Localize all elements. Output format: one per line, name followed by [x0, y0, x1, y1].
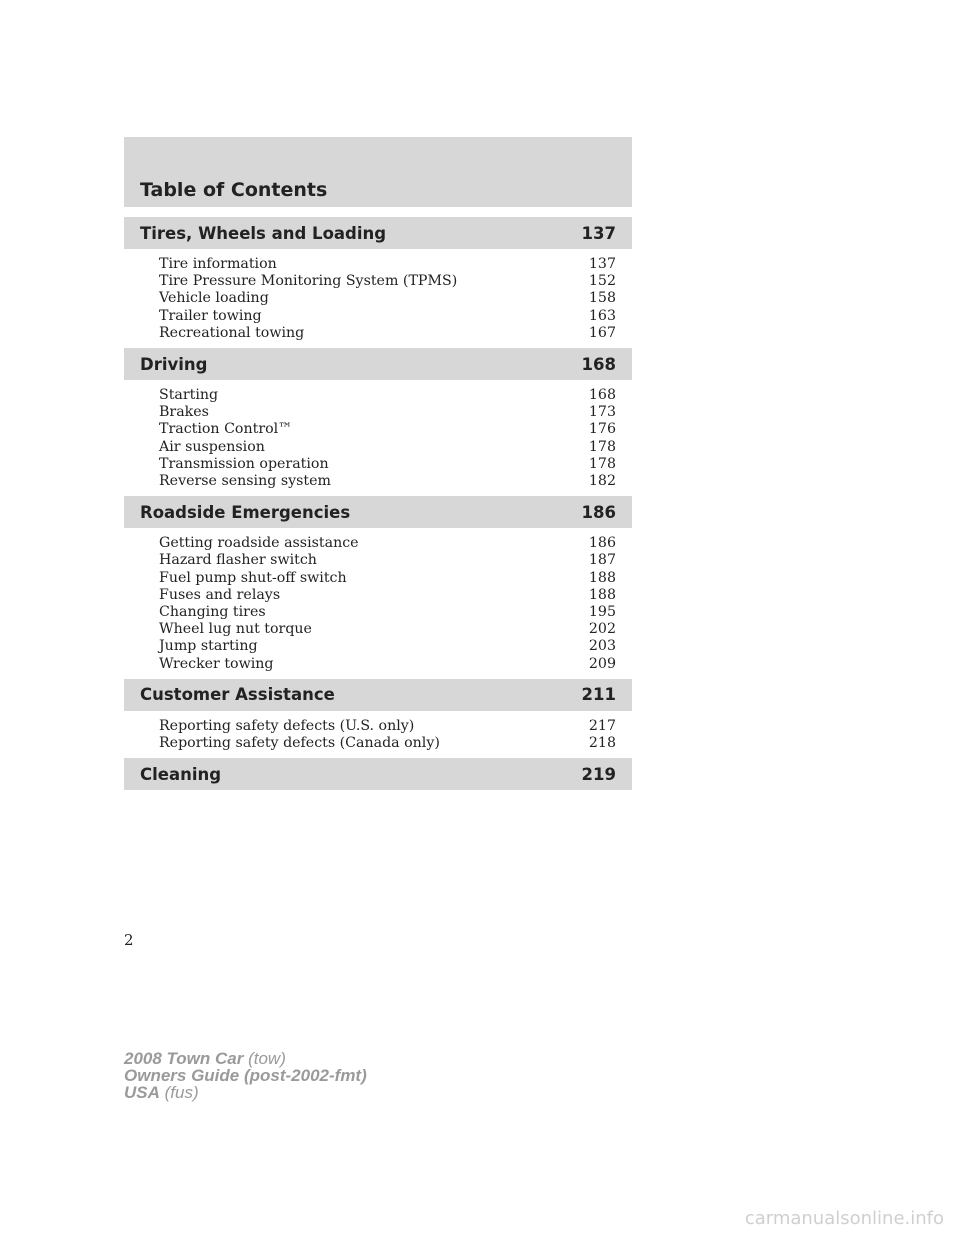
toc-entry[interactable]: [159, 387, 616, 404]
entry-label: Fuel pump shut-off switch: [159, 569, 347, 586]
entry-label: Trailer towing: [159, 307, 262, 324]
entry-page: 202: [588, 621, 616, 638]
toc-entry[interactable]: [159, 638, 616, 655]
section-entries: [124, 711, 632, 758]
toc-list: [124, 217, 632, 790]
toc-header: [124, 137, 632, 207]
section-title: Customer Assistance: [140, 685, 335, 705]
toc-entry[interactable]: [159, 718, 616, 735]
footer-guide: Owners Guide (post-2002-fmt): [124, 1066, 367, 1085]
section-page: 168: [581, 354, 616, 374]
entry-label: Tire Pressure Monitoring System (TPMS): [159, 273, 458, 290]
toc-entry[interactable]: [159, 473, 616, 490]
entry-page: 137: [588, 256, 616, 272]
entry-page: 178: [588, 438, 616, 455]
section-title: Driving: [140, 354, 208, 374]
section-header[interactable]: [124, 758, 632, 790]
footer-line-1: [124, 1050, 367, 1067]
toc-entry[interactable]: [159, 308, 616, 325]
entry-label: Hazard flasher switch: [159, 552, 317, 569]
entry-label: Fuses and relays: [159, 586, 281, 603]
entry-page: 217: [588, 717, 616, 734]
entry-label: Brakes: [159, 404, 209, 421]
entry-page: 182: [588, 473, 616, 490]
entry-page: 152: [588, 273, 616, 290]
entry-page: 173: [588, 404, 616, 421]
entry-page: 187: [588, 552, 616, 569]
section-header[interactable]: [124, 217, 632, 249]
footer-model: 2008 Town Car: [124, 1049, 244, 1068]
section-page: 219: [581, 764, 616, 784]
toc-entry[interactable]: [159, 552, 616, 569]
toc-entry[interactable]: [159, 273, 616, 290]
section-title: Roadside Emergencies: [140, 502, 351, 522]
entry-page: 195: [588, 604, 616, 621]
footer-line-2: [124, 1067, 367, 1084]
toc-entry[interactable]: [159, 404, 616, 421]
section-title: Tires, Wheels and Loading: [140, 223, 387, 243]
entry-label: Tire information: [159, 256, 277, 272]
entry-label: Jump starting: [159, 638, 258, 655]
section-page: 211: [581, 685, 616, 705]
toc-entry[interactable]: [159, 587, 616, 604]
entry-label: Vehicle loading: [159, 290, 269, 307]
entry-label: Traction Control™: [159, 421, 293, 438]
entry-label: Air suspension: [159, 438, 265, 455]
entry-label: Wrecker towing: [159, 655, 274, 672]
entry-page: 167: [588, 324, 616, 341]
page-title: Table of Contents: [140, 179, 328, 201]
entry-label: Wheel lug nut torque: [159, 621, 312, 638]
toc-entry[interactable]: [159, 656, 616, 673]
entry-page: 188: [588, 586, 616, 603]
section-page: 186: [581, 502, 616, 522]
toc-entry[interactable]: [159, 256, 616, 273]
entry-label: Reporting safety defects (Canada only): [159, 735, 440, 752]
footer-model-code: (tow): [248, 1049, 286, 1068]
entry-label: Getting roadside assistance: [159, 535, 359, 552]
section-header[interactable]: [124, 679, 632, 711]
entry-page: 163: [588, 307, 616, 324]
section-entries: [124, 528, 632, 679]
entry-page: 186: [588, 535, 616, 552]
entry-page: 168: [588, 387, 616, 404]
section-header[interactable]: [124, 496, 632, 528]
entry-page: 203: [588, 638, 616, 655]
entry-label: Transmission operation: [159, 455, 329, 472]
toc-entry[interactable]: [159, 621, 616, 638]
toc-entry[interactable]: [159, 325, 616, 342]
footer-market-code: (fus): [164, 1083, 199, 1102]
entry-page: 209: [588, 655, 616, 672]
toc-entry[interactable]: [159, 735, 616, 752]
toc-entry[interactable]: [159, 290, 616, 307]
document-footer: [124, 1050, 367, 1101]
toc-entry[interactable]: [159, 535, 616, 552]
toc-entry[interactable]: [159, 570, 616, 587]
watermark: carmanualsonline.info: [744, 1208, 944, 1229]
section-entries: [124, 249, 632, 348]
entry-label: Reporting safety defects (U.S. only): [159, 717, 415, 734]
footer-market: USA: [124, 1083, 160, 1102]
entry-label: Recreational towing: [159, 324, 305, 341]
entry-page: 176: [588, 421, 616, 438]
section-page: 137: [581, 223, 616, 243]
section-entries: [124, 380, 632, 496]
page-number: 2: [124, 931, 134, 949]
toc-entry[interactable]: [159, 439, 616, 456]
entry-label: Starting: [159, 387, 219, 404]
entry-page: 188: [588, 569, 616, 586]
toc-entry[interactable]: [159, 421, 616, 438]
entry-page: 218: [588, 735, 616, 752]
entry-label: Reverse sensing system: [159, 473, 331, 490]
entry-label: Changing tires: [159, 604, 266, 621]
section-title: Cleaning: [140, 764, 222, 784]
entry-page: 178: [588, 455, 616, 472]
toc-entry[interactable]: [159, 456, 616, 473]
toc-entry[interactable]: [159, 604, 616, 621]
footer-line-3: [124, 1084, 367, 1101]
section-header[interactable]: [124, 348, 632, 380]
entry-page: 158: [588, 290, 616, 307]
